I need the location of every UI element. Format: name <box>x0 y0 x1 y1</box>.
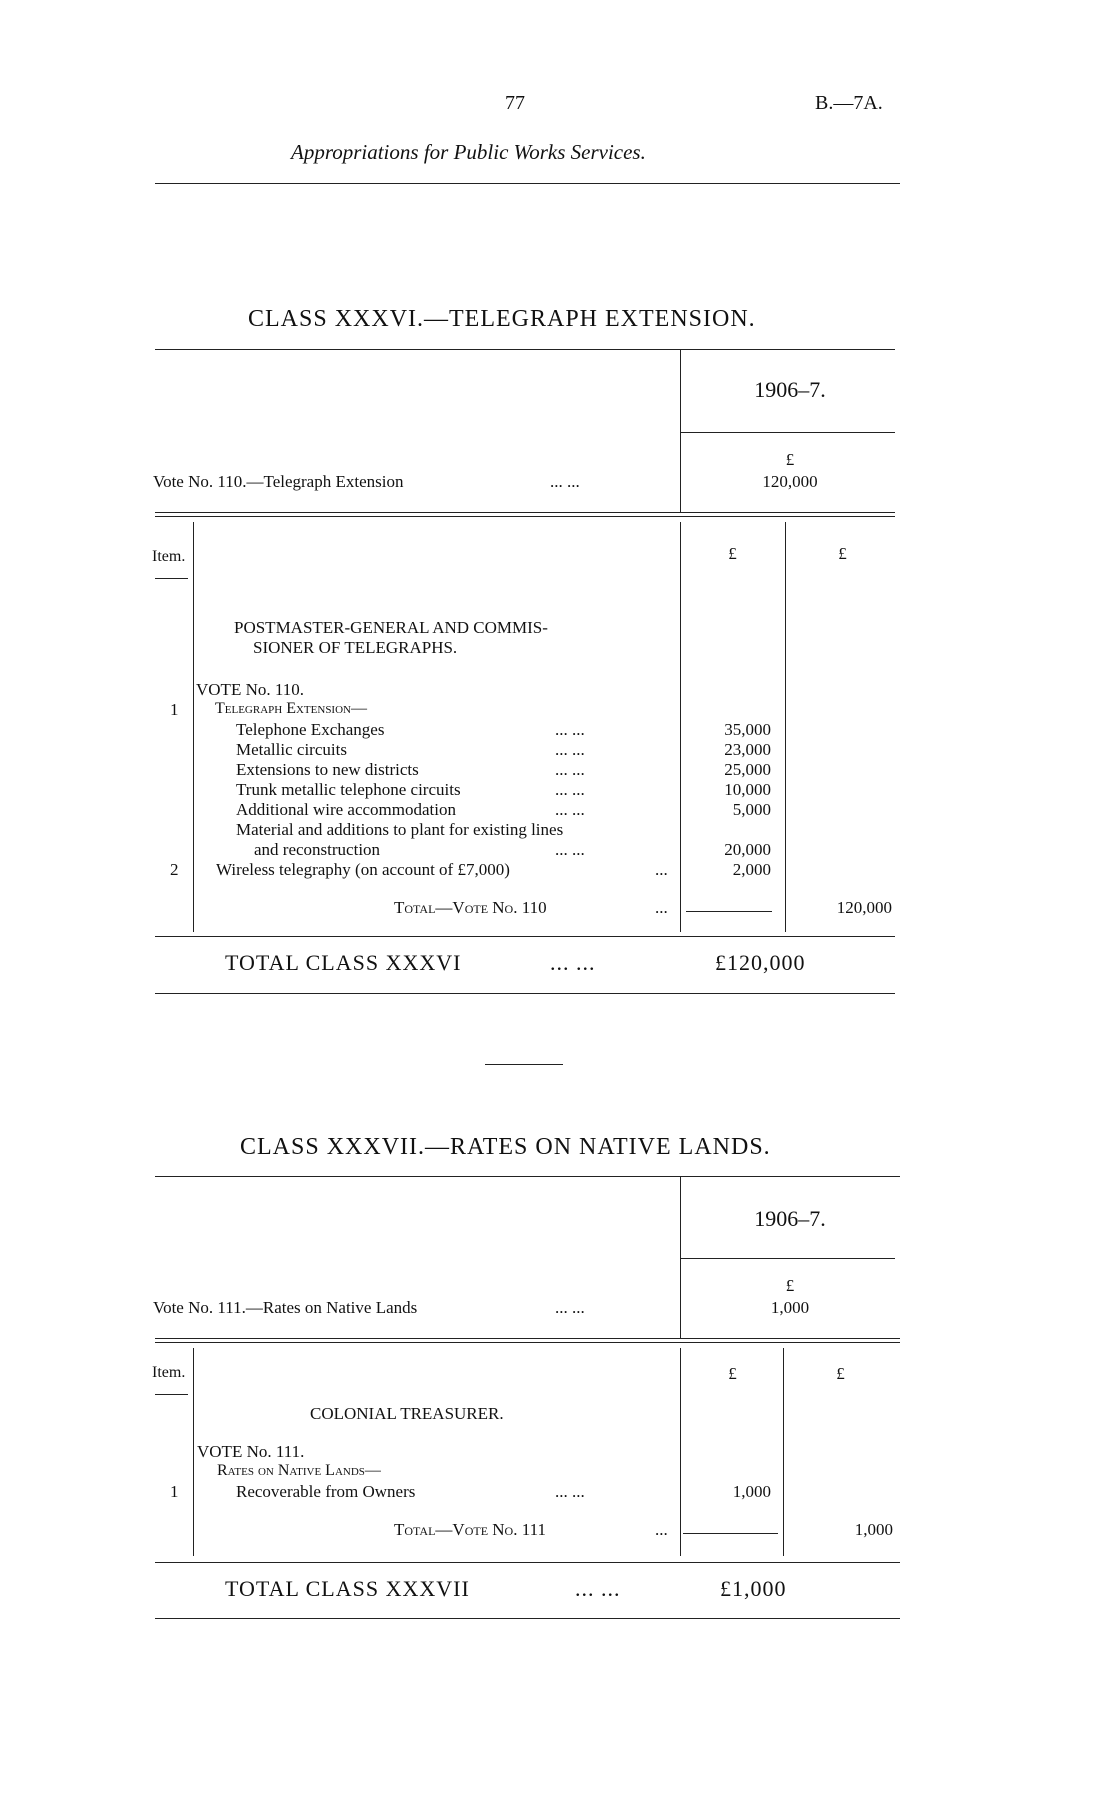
class37-vote-rule-2 <box>155 1342 900 1343</box>
class37-vote-rule-1 <box>155 1338 900 1339</box>
class36-row-label: Telephone Exchanges <box>236 720 385 739</box>
class37-year-rule <box>680 1258 895 1259</box>
class36-title: CLASS XXXVI.—TELEGRAPH EXTENSION. <box>248 306 756 332</box>
class37-vote-divider <box>680 1176 681 1338</box>
class37-item-underline <box>155 1394 188 1395</box>
class36-row-dots: ... ... <box>555 780 585 799</box>
class36-pound-col2: £ <box>838 544 847 563</box>
running-title: Appropriations for Public Works Services. <box>291 140 646 164</box>
class37-title-rule <box>155 1176 900 1177</box>
class37-subtotal-rule <box>683 1533 778 1534</box>
class36-item2-dots: ... <box>655 860 668 879</box>
class36-row-amount: 10,000 <box>724 780 771 799</box>
class36-department-2: SIONER OF TELEGRAPHS. <box>253 638 458 657</box>
section-separator <box>485 1064 563 1065</box>
class36-total-class-dots: ... ... <box>550 950 596 975</box>
class36-row-label: Trunk metallic telephone circuits <box>236 780 461 799</box>
class36-material-line1: Material and additions to plant for existing lines <box>236 820 564 839</box>
class37-item1-dots: ... ... <box>555 1482 585 1501</box>
class36-vote-heading: VOTE No. 110. <box>196 680 304 699</box>
class36-row-label: Extensions to new districts <box>236 760 419 779</box>
class36-year-rule <box>680 432 895 433</box>
class37-title: CLASS XXXVII.—RATES ON NATIVE LANDS. <box>240 1134 771 1160</box>
class36-vote-dots: ... ... <box>550 472 580 491</box>
class36-material-amount: 20,000 <box>724 840 771 859</box>
class36-amount-col-divider <box>680 522 681 932</box>
class36-pound-col1: £ <box>728 544 737 563</box>
class37-vote-line: Vote No. 111.—Rates on Native Lands <box>153 1298 418 1317</box>
class36-item1-heading: Telegraph Extension— <box>215 700 367 717</box>
class36-vote-rule-1 <box>155 512 895 513</box>
class37-total-class-amount: £1,000 <box>720 1576 787 1601</box>
class36-item2-label: Wireless telegraphy (on account of £7,000) <box>216 860 510 879</box>
class36-department-1: POSTMASTER-GENERAL AND COMMIS- <box>234 618 548 637</box>
class37-item1-amount: 1,000 <box>732 1482 771 1501</box>
document-reference: B.—7A. <box>815 92 883 114</box>
class37-vote-dots: ... ... <box>555 1298 585 1317</box>
class36-row-amount: 5,000 <box>732 800 771 819</box>
class37-total-class-label: TOTAL CLASS XXXVII <box>225 1576 470 1601</box>
class36-row-amount: 25,000 <box>724 760 771 779</box>
class36-table-bottom-rule <box>155 936 895 937</box>
class37-total-vote-label: Total—Vote No. 111 <box>394 1520 546 1539</box>
class36-row-dots: ... ... <box>555 720 585 739</box>
class36-row-amount: 23,000 <box>724 740 771 759</box>
class37-vote-heading: VOTE No. 111. <box>197 1442 305 1461</box>
class36-row-label: Additional wire accommodation <box>236 800 456 819</box>
class37-vote-amount: 1,000 <box>770 1298 810 1317</box>
class37-item-header: Item. <box>152 1364 186 1381</box>
class36-vote-amount: 120,000 <box>762 472 818 491</box>
page-number: 77 <box>505 92 525 114</box>
class37-amount-col-divider <box>680 1348 681 1556</box>
class36-total-col-divider <box>785 522 786 932</box>
class36-year: 1906–7. <box>754 377 826 402</box>
class36-item-header: Item. <box>152 548 186 565</box>
class36-material-line2: and reconstruction <box>254 840 381 859</box>
class36-row-label: Metallic circuits <box>236 740 347 759</box>
class36-item-underline <box>155 578 188 579</box>
class37-pound-col2: £ <box>836 1364 845 1383</box>
class37-item1-label: Recoverable from Owners <box>236 1482 416 1501</box>
class36-total-class-amount: £120,000 <box>715 950 806 975</box>
class37-total-vote-amount: 1,000 <box>854 1520 893 1539</box>
class36-total-rule <box>155 993 895 994</box>
class37-total-class-dots: ... ... <box>575 1576 621 1601</box>
class37-year: 1906–7. <box>754 1206 826 1231</box>
class36-row-dots: ... ... <box>555 740 585 759</box>
class37-item1-no: 1 <box>170 1482 179 1501</box>
class36-item2-amount: 2,000 <box>732 860 771 879</box>
class37-vote-currency: £ <box>785 1276 795 1295</box>
class36-vote-divider <box>680 349 681 512</box>
class36-vote-line: Vote No. 110.—Telegraph Extension <box>153 472 404 491</box>
class37-item-col-divider <box>193 1348 194 1556</box>
class36-vote-rule-2 <box>155 516 895 517</box>
class36-total-vote-label: Total—Vote No. 110 <box>394 898 547 917</box>
class37-table-bottom-rule <box>155 1562 900 1563</box>
class37-total-vote-dots: ... <box>655 1520 668 1539</box>
class36-row-amount: 35,000 <box>724 720 771 739</box>
class36-title-rule <box>155 349 895 350</box>
class36-row-dots: ... ... <box>555 760 585 779</box>
class37-department: COLONIAL TREASURER. <box>310 1404 504 1423</box>
class36-total-vote-amount: 120,000 <box>836 898 892 917</box>
header-rule <box>155 183 900 184</box>
class36-row-dots: ... ... <box>555 800 585 819</box>
class36-item-col-divider <box>193 522 194 932</box>
class36-material-dots: ... ... <box>555 840 585 859</box>
class36-item2-no: 2 <box>170 860 179 879</box>
class37-total-rule <box>155 1618 900 1619</box>
class36-vote-currency: £ <box>785 450 795 469</box>
class37-pound-col1: £ <box>728 1364 737 1383</box>
class36-total-class-label: TOTAL CLASS XXXVI <box>225 950 462 975</box>
class36-item1-no: 1 <box>170 700 179 719</box>
class37-item1-heading: Rates on Native Lands— <box>217 1462 381 1479</box>
class36-total-vote-dots: ... <box>655 898 668 917</box>
class36-subtotal-rule <box>686 911 772 912</box>
class37-total-col-divider <box>783 1348 784 1556</box>
